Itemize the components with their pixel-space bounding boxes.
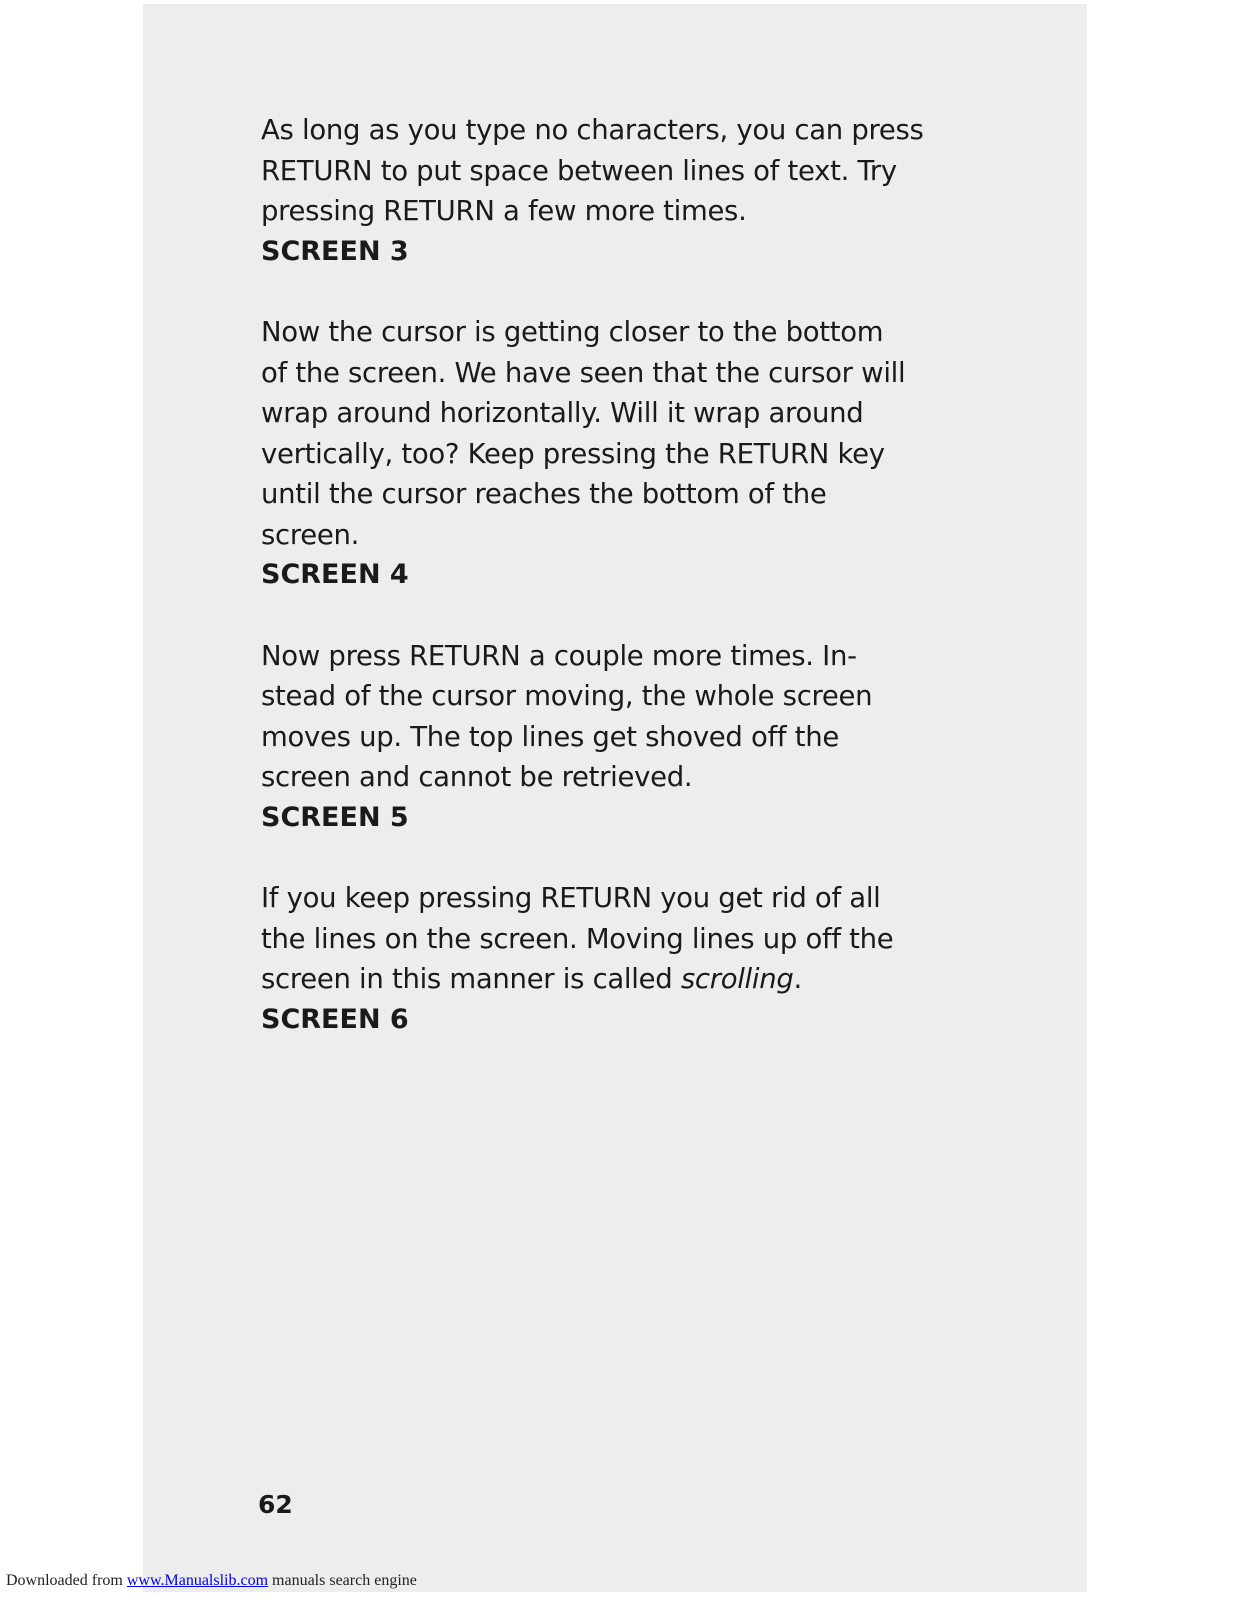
- page-number: 62: [258, 1490, 293, 1519]
- footer-suffix: manuals search engine: [268, 1572, 417, 1589]
- heading-screen-4: SCREEN 4: [261, 559, 409, 590]
- paragraph-4-emphasis: scrolling: [680, 963, 794, 995]
- paragraph-2: Now the cursor is getting closer to the bottom of the screen. We have seen that the cursor will wrap around horizontally. Will it wrap around vertically, too? Keep pressing the RETURN key until the cursor reaches the bottom of the screen.: [261, 316, 906, 551]
- paragraph-1-emphasis: you can press: [736, 114, 924, 146]
- paragraph-4-end: .: [793, 963, 802, 995]
- paragraph-1-rest: RETURN to put space between lines of text. Try pressing RETURN a few more times.: [261, 154, 897, 227]
- paragraph-1: [261, 110, 1021, 232]
- heading-screen-6: SCREEN 6: [261, 1003, 409, 1035]
- manualslib-link[interactable]: www.Manualslib.com: [126, 1572, 269, 1589]
- paragraph-4-main: If you keep pressing RETURN you get rid of all the lines on the screen. Moving lines up off the screen in this manner is called: [261, 882, 894, 995]
- footer-prefix: Downloaded from: [6, 1572, 127, 1589]
- download-footer: [6, 1572, 417, 1590]
- heading-screen-3: SCREEN 3: [261, 235, 409, 267]
- paragraph-4: [261, 878, 1021, 1000]
- heading-screen-5: SCREEN 5: [261, 801, 409, 833]
- paragraph-1-lead: As long as you type no characters,: [261, 114, 737, 146]
- page-content: [261, 110, 1021, 1080]
- paragraph-3: Now press RETURN a couple more times. In- stead of the cursor moving, the whole screen moves up. The top lines get shoved off the screen and cannot be retrieved.: [261, 639, 873, 793]
